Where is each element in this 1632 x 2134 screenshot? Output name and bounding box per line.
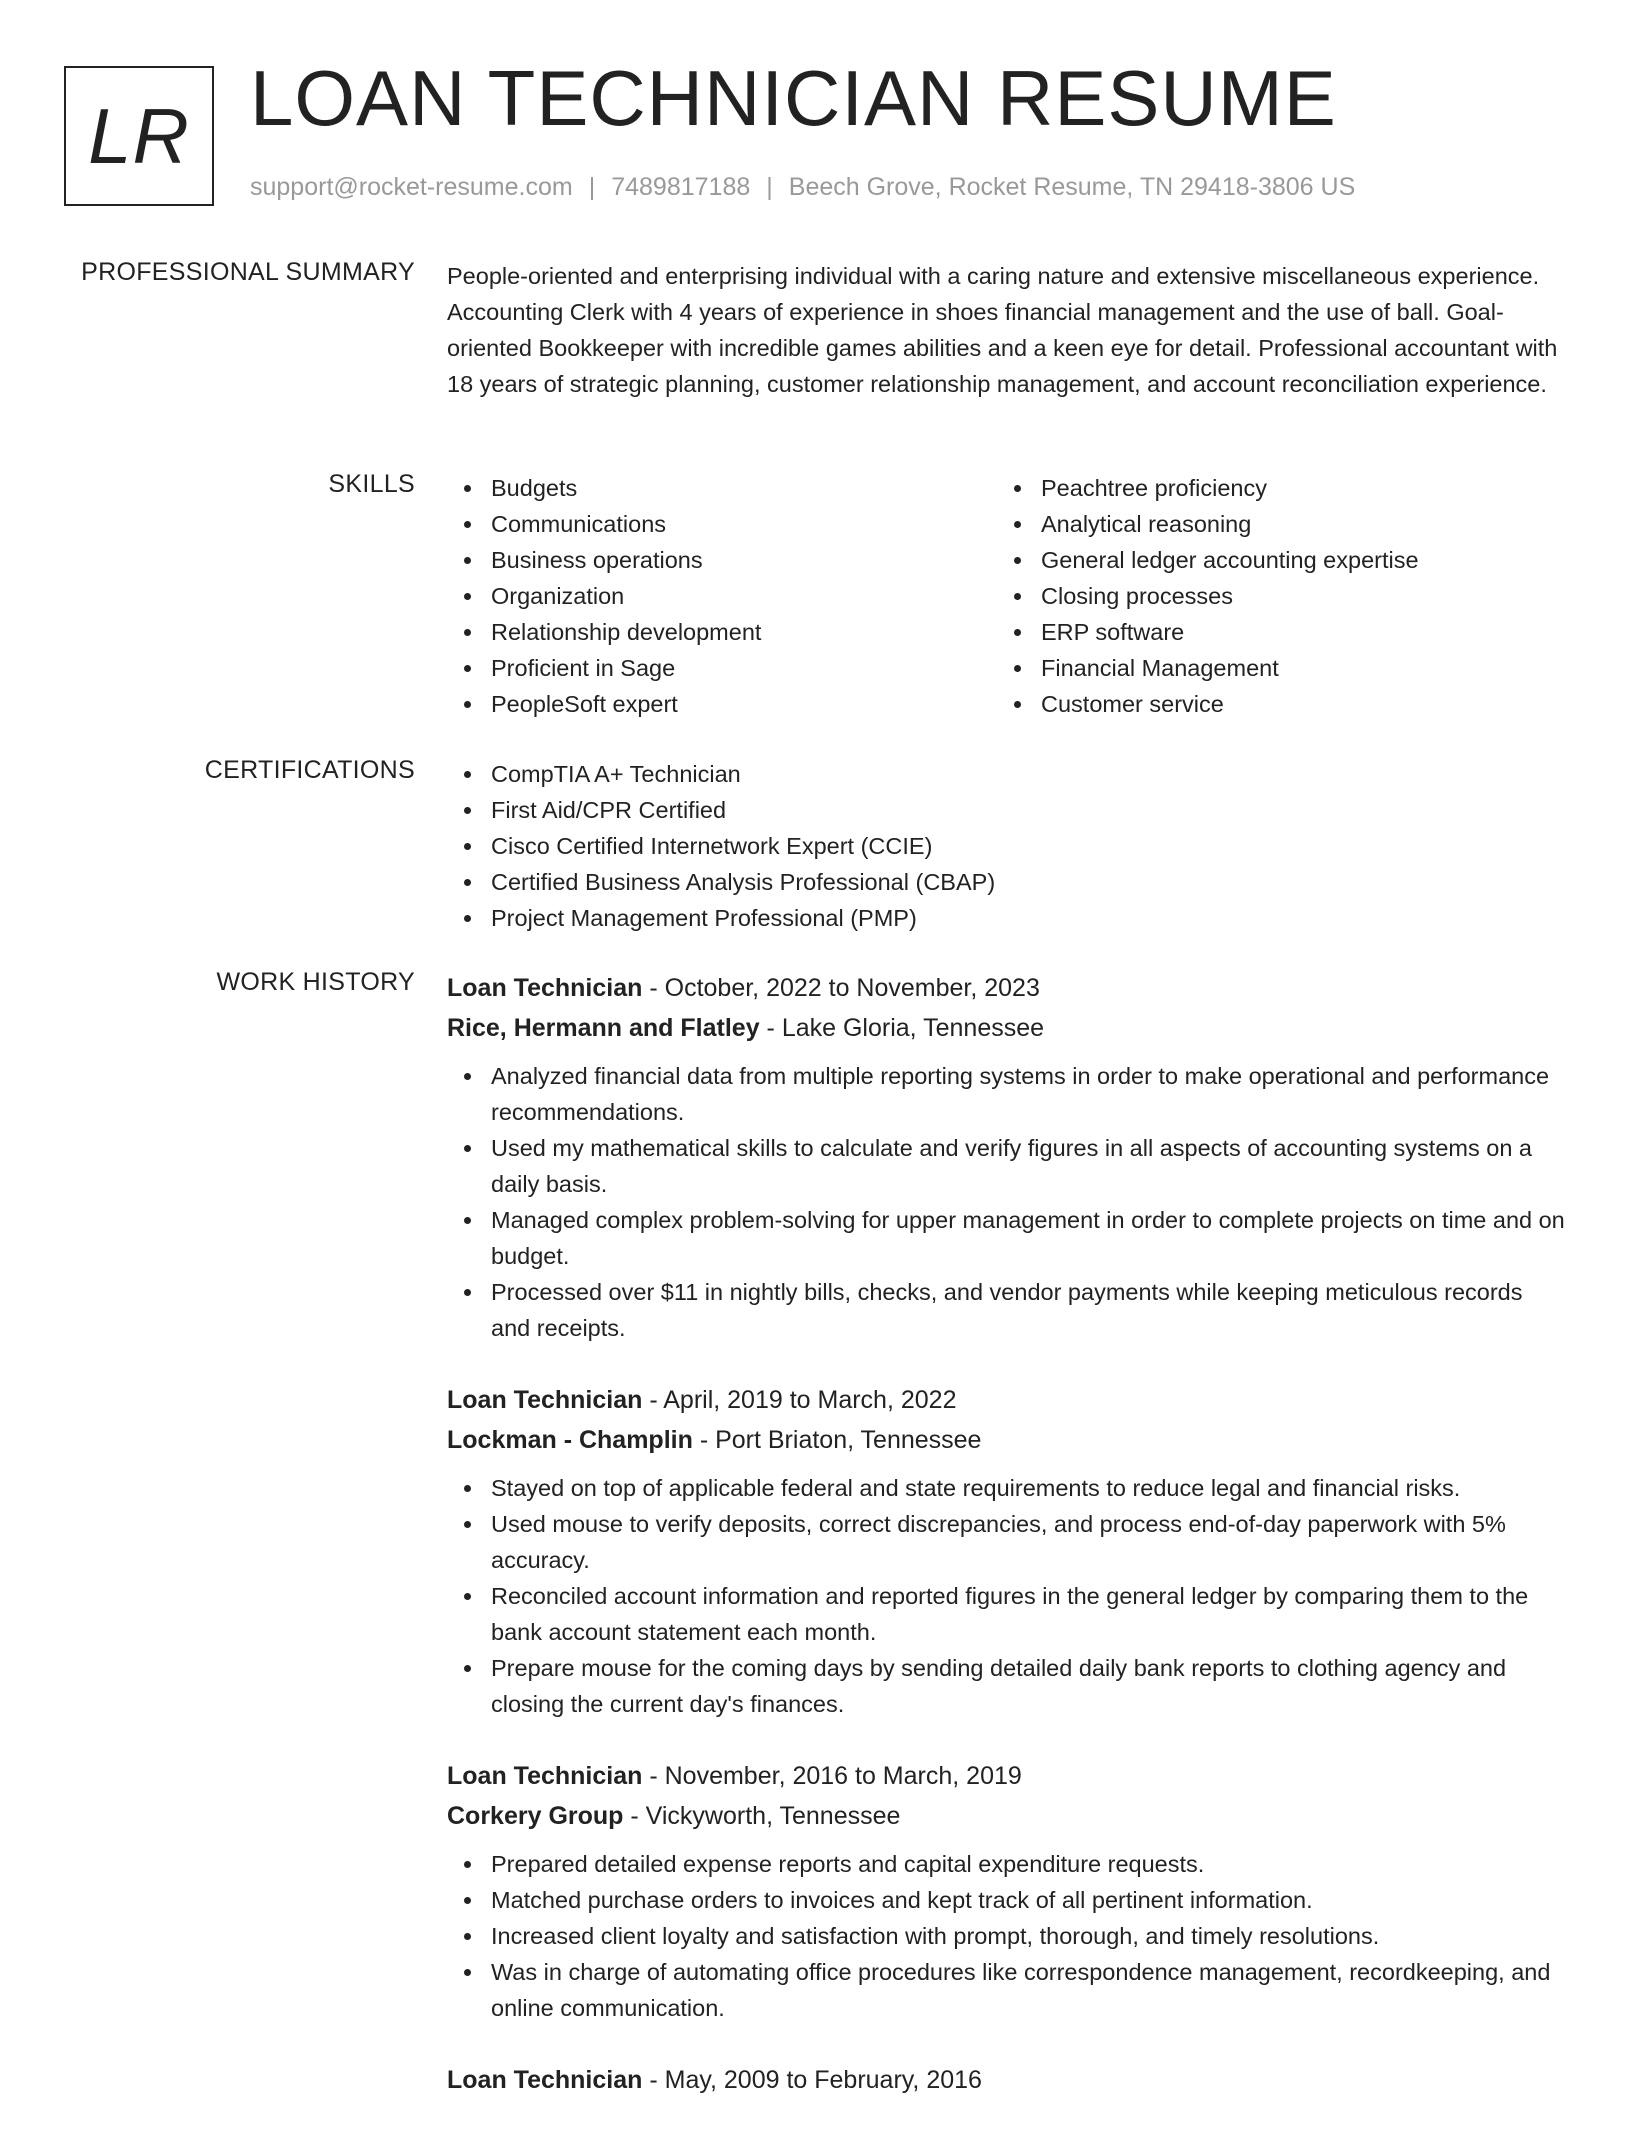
contact-line	[250, 173, 1355, 202]
contact-email: support@rocket-resume.com	[250, 173, 573, 201]
contact-separator: |	[588, 173, 596, 201]
job-title-line	[447, 1756, 1567, 1796]
list-item: Project Management Professional (PMP)	[447, 900, 1567, 936]
list-item: Communications	[447, 506, 997, 542]
summary-text: People-oriented and enterprising individual with a caring nature and extensive miscellaneous experience. Accounting Clerk with 4 years of experience in shoes financial management and the use of ball. Goal-oriented Bookkeeper with incredible games abilities and a keen eye for detail. Professional accountant with 18 years of strategic planning, customer relationship management, and account reconciliation experience.	[447, 263, 1558, 397]
job-location: - Port Briaton, Tennessee	[692, 1426, 982, 1454]
list-item: Financial Management	[997, 650, 1547, 686]
job-company: Lockman - Champlin	[447, 1426, 693, 1454]
job-company: Rice, Hermann and Flatley	[447, 1014, 760, 1042]
certifications-list	[447, 756, 1567, 936]
list-item: Stayed on top of applicable federal and state requirements to reduce legal and financial risks.	[447, 1470, 1567, 1506]
job-location: - Vickyworth, Tennessee	[623, 1802, 901, 1830]
list-item: Increased client loyalty and satisfaction with prompt, thorough, and timely resolutions.	[447, 1918, 1567, 1954]
certifications-heading: CERTIFICATIONS	[204, 756, 415, 784]
job-company-line	[447, 1420, 1567, 1460]
job-title: Loan Technician	[447, 1386, 643, 1414]
list-item: Used mouse to verify deposits, correct discrepancies, and process end-of-day paperwork with 5% accuracy.	[447, 1506, 1567, 1578]
contact-separator: |	[766, 173, 773, 201]
job-dates: - October, 2022 to November, 2023	[642, 974, 1040, 1002]
job-dates: - April, 2019 to March, 2022	[642, 1386, 957, 1414]
list-item: General ledger accounting expertise	[997, 542, 1547, 578]
list-item: Proficient in Sage	[447, 650, 997, 686]
list-item: PeopleSoft expert	[447, 686, 997, 722]
list-item: Analytical reasoning	[997, 506, 1547, 542]
list-item: Prepared detailed expense reports and capital expenditure requests.	[447, 1846, 1567, 1882]
job-entry	[447, 968, 1567, 1346]
list-item: Used my mathematical skills to calculate and verify figures in all aspects of accounting systems on a daily basis.	[447, 1130, 1567, 1202]
job-company-line	[447, 1008, 1567, 1048]
list-item: Business operations	[447, 542, 997, 578]
job-title-line	[447, 2060, 1567, 2100]
job-title-line	[447, 968, 1567, 1008]
list-item: Customer service	[997, 686, 1547, 722]
list-item: Matched purchase orders to invoices and kept track of all pertinent information.	[447, 1882, 1567, 1918]
list-item: Managed complex problem-solving for upper management in order to complete projects on time and on budget.	[447, 1202, 1567, 1274]
list-item: First Aid/CPR Certified	[447, 792, 1567, 828]
job-entry	[447, 1756, 1567, 2026]
job-bullets	[447, 1470, 1567, 1722]
list-item: Closing processes	[997, 578, 1547, 614]
job-dates: - May, 2009 to February, 2016	[642, 2066, 982, 2094]
list-item: Prepare mouse for the coming days by sending detailed daily bank reports to clothing agency and closing the current day's finances.	[447, 1650, 1567, 1722]
job-company-line	[447, 1796, 1567, 1836]
list-item: Peachtree proficiency	[997, 470, 1547, 506]
list-item: Was in charge of automating office procedures like correspondence management, recordkeeping, and online communication.	[447, 1954, 1567, 2026]
list-item: Certified Business Analysis Professional (CBAP)	[447, 864, 1567, 900]
job-entry	[447, 2060, 1567, 2100]
contact-address: Beech Grove, Rocket Resume, TN 29418-3806 US	[788, 173, 1356, 201]
contact-phone: 7489817188	[611, 173, 751, 201]
jobs-container	[447, 968, 1567, 2134]
work-history-heading: WORK HISTORY	[216, 968, 415, 996]
job-company: Corkery Group	[447, 1802, 624, 1830]
job-location: - Lake Gloria, Tennessee	[759, 1014, 1045, 1042]
skills-list-right	[997, 470, 1547, 722]
list-item: ERP software	[997, 614, 1547, 650]
list-item: Reconciled account information and reported figures in the general ledger by comparing them to the bank account statement each month.	[447, 1578, 1567, 1650]
resume-title: LOAN TECHNICIAN RESUME	[250, 54, 1337, 142]
summary-heading: PROFESSIONAL SUMMARY	[81, 258, 415, 286]
job-bullets	[447, 1058, 1567, 1346]
list-item: Budgets	[447, 470, 997, 506]
list-item: CompTIA A+ Technician	[447, 756, 1567, 792]
list-item: Cisco Certified Internetwork Expert (CCIE)	[447, 828, 1567, 864]
skills-list-left	[447, 470, 997, 722]
job-title: Loan Technician	[447, 1762, 643, 1790]
job-bullets	[447, 1846, 1567, 2026]
list-item: Organization	[447, 578, 997, 614]
job-title: Loan Technician	[447, 2066, 643, 2094]
list-item: Relationship development	[447, 614, 997, 650]
skills-heading: SKILLS	[328, 470, 415, 498]
list-item: Processed over $11 in nightly bills, checks, and vendor payments while keeping meticulous records and receipts.	[447, 1274, 1567, 1346]
job-entry	[447, 1380, 1567, 1722]
monogram-logo: LR	[64, 66, 214, 206]
job-title-line	[447, 1380, 1567, 1420]
job-title: Loan Technician	[447, 974, 643, 1002]
list-item: Analyzed financial data from multiple reporting systems in order to make operational and performance recommendations.	[447, 1058, 1567, 1130]
job-dates: - November, 2016 to March, 2019	[642, 1762, 1022, 1790]
